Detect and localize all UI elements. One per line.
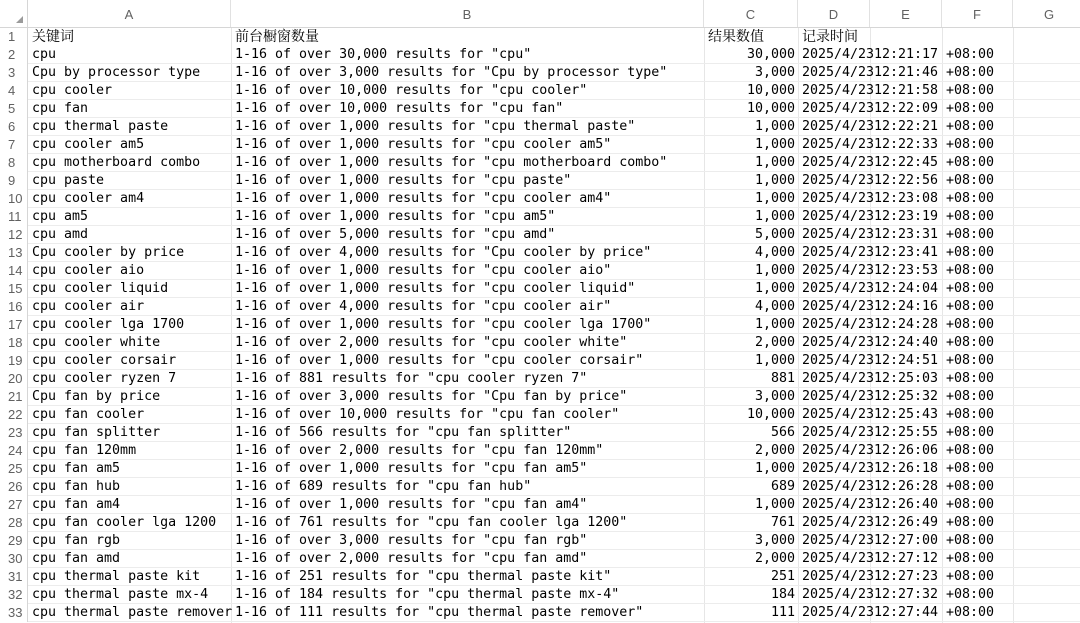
cell-time[interactable]: 12:27:12: [874, 551, 939, 566]
table-row: [0, 100, 1080, 118]
cell-storefront-text[interactable]: 1-16 of over 5,000 results for "cpu amd": [235, 227, 556, 242]
cell-result-value[interactable]: 1,000: [754, 119, 795, 134]
row-number[interactable]: 17: [0, 316, 28, 334]
table-row: [0, 244, 1080, 262]
row-number[interactable]: 23: [0, 424, 28, 442]
cell-result-value[interactable]: 1,000: [754, 353, 795, 368]
cell-header-result-value[interactable]: 结果数值: [708, 29, 764, 45]
cell-time[interactable]: 12:24:40: [874, 335, 939, 350]
row-number[interactable]: 26: [0, 478, 28, 496]
cell-storefront-text[interactable]: 1-16 of over 2,000 results for "cpu fan 120mm": [235, 443, 604, 458]
cell-time[interactable]: 12:23:19: [874, 209, 939, 224]
cell-keyword[interactable]: cpu cooler: [32, 83, 113, 98]
cell-time[interactable]: 12:27:44: [874, 605, 939, 620]
cell-keyword[interactable]: cpu thermal paste remover: [32, 605, 233, 620]
cell-header-storefront-count[interactable]: 前台橱窗数量: [235, 29, 319, 45]
cell-keyword[interactable]: cpu am5: [32, 209, 89, 224]
cell-date[interactable]: 2025/4/23: [802, 299, 875, 314]
cell-storefront-text[interactable]: 1-16 of over 3,000 results for "cpu fan rgb": [235, 533, 588, 548]
cell-storefront-text[interactable]: 1-16 of over 1,000 results for "cpu cooler corsair": [235, 353, 644, 368]
cell-timezone[interactable]: +08:00: [946, 317, 995, 332]
table-row: [0, 46, 1080, 64]
cell-timezone[interactable]: +08:00: [946, 227, 995, 242]
table-row: [0, 424, 1080, 442]
cell-date[interactable]: 2025/4/23: [802, 353, 875, 368]
cell-storefront-text[interactable]: 1-16 of 761 results for "cpu fan cooler lga 1200": [235, 515, 628, 530]
cell-timezone[interactable]: +08:00: [946, 335, 995, 350]
cell-storefront-text[interactable]: 1-16 of 689 results for "cpu fan hub": [235, 479, 532, 494]
cell-timezone[interactable]: +08:00: [946, 47, 995, 62]
cell-date[interactable]: 2025/4/23: [802, 65, 875, 80]
cell-keyword[interactable]: cpu cooler am4: [32, 191, 145, 206]
column-header-e[interactable]: E: [870, 0, 942, 27]
cell-result-value[interactable]: 2,000: [754, 551, 795, 566]
cell-time[interactable]: 12:23:08: [874, 191, 939, 206]
cell-storefront-text[interactable]: 1-16 of over 1,000 results for "cpu paste": [235, 173, 572, 188]
cell-storefront-text[interactable]: 1-16 of over 10,000 results for "cpu cooler": [235, 83, 588, 98]
cell-date[interactable]: 2025/4/23: [802, 173, 875, 188]
cell-timezone[interactable]: +08:00: [946, 587, 995, 602]
cell-storefront-text[interactable]: 1-16 of 881 results for "cpu cooler ryzen 7": [235, 371, 588, 386]
table-row: [0, 586, 1080, 604]
cell-result-value[interactable]: 1,000: [754, 173, 795, 188]
table-row: [0, 298, 1080, 316]
cell-keyword[interactable]: cpu paste: [32, 173, 105, 188]
cell-date[interactable]: 2025/4/23: [802, 515, 875, 530]
table-row: [0, 604, 1080, 622]
table-row: [0, 442, 1080, 460]
cell-result-value[interactable]: 4,000: [754, 245, 795, 260]
table-row-header: [0, 28, 1080, 46]
cell-storefront-text[interactable]: 1-16 of over 1,000 results for "cpu cooler liquid": [235, 281, 636, 296]
row-number[interactable]: 32: [0, 586, 28, 604]
column-header-bar: [0, 0, 1080, 28]
row-number[interactable]: 28: [0, 514, 28, 532]
cell-time[interactable]: 12:26:49: [874, 515, 939, 530]
cell-timezone[interactable]: +08:00: [946, 299, 995, 314]
cell-timezone[interactable]: +08:00: [946, 173, 995, 188]
row-number[interactable]: 22: [0, 406, 28, 424]
row-number[interactable]: 13: [0, 244, 28, 262]
cell-date[interactable]: 2025/4/23: [802, 335, 875, 350]
cell-storefront-text[interactable]: 1-16 of over 3,000 results for "Cpu fan by price": [235, 389, 628, 404]
select-all-corner[interactable]: [0, 0, 28, 27]
row-number[interactable]: 12: [0, 226, 28, 244]
cell-date[interactable]: 2025/4/23: [802, 407, 875, 422]
cell-date[interactable]: 2025/4/23: [802, 425, 875, 440]
row-number[interactable]: 2: [0, 46, 28, 64]
cell-keyword[interactable]: cpu fan hub: [32, 479, 121, 494]
table-row: [0, 334, 1080, 352]
row-number[interactable]: 16: [0, 298, 28, 316]
cell-date[interactable]: 2025/4/23: [802, 281, 875, 296]
table-row: [0, 460, 1080, 478]
cell-timezone[interactable]: +08:00: [946, 83, 995, 98]
cell-time[interactable]: 12:26:28: [874, 479, 939, 494]
cell-time[interactable]: 12:25:03: [874, 371, 939, 386]
cell-timezone[interactable]: +08:00: [946, 461, 995, 476]
row-number[interactable]: 9: [0, 172, 28, 190]
table-row: [0, 406, 1080, 424]
cell-timezone[interactable]: +08:00: [946, 515, 995, 530]
cell-result-value[interactable]: 4,000: [754, 299, 795, 314]
row-number[interactable]: 8: [0, 154, 28, 172]
cell-timezone[interactable]: +08:00: [946, 479, 995, 494]
cell-result-value[interactable]: 184: [770, 587, 795, 602]
cell-result-value[interactable]: 3,000: [754, 533, 795, 548]
row-number[interactable]: 3: [0, 64, 28, 82]
cell-storefront-text[interactable]: 1-16 of over 2,000 results for "cpu cooler white": [235, 335, 628, 350]
cell-timezone[interactable]: +08:00: [946, 569, 995, 584]
cell-date[interactable]: 2025/4/23: [802, 101, 875, 116]
cell-time[interactable]: 12:26:06: [874, 443, 939, 458]
cell-result-value[interactable]: 1,000: [754, 191, 795, 206]
cell-keyword[interactable]: cpu fan rgb: [32, 533, 121, 548]
cell-header-keyword[interactable]: 关键词: [32, 29, 74, 45]
cell-date[interactable]: 2025/4/23: [802, 119, 875, 134]
cell-time[interactable]: 12:22:45: [874, 155, 939, 170]
table-row: [0, 496, 1080, 514]
cell-date[interactable]: 2025/4/23: [802, 137, 875, 152]
cell-date[interactable]: 2025/4/23: [802, 245, 875, 260]
cell-time[interactable]: 12:26:18: [874, 461, 939, 476]
cell-time[interactable]: 12:21:17: [874, 47, 939, 62]
cell-timezone[interactable]: +08:00: [946, 191, 995, 206]
cell-timezone[interactable]: +08:00: [946, 425, 995, 440]
cell-result-value[interactable]: 1,000: [754, 263, 795, 278]
table-row: [0, 118, 1080, 136]
cell-keyword[interactable]: cpu cooler air: [32, 299, 145, 314]
row-number[interactable]: 33: [0, 604, 28, 622]
cell-timezone[interactable]: +08:00: [946, 281, 995, 296]
row-number[interactable]: 24: [0, 442, 28, 460]
cell-result-value[interactable]: 251: [770, 569, 795, 584]
cell-date[interactable]: 2025/4/23: [802, 47, 875, 62]
row-number[interactable]: 11: [0, 208, 28, 226]
row-number[interactable]: 29: [0, 532, 28, 550]
cell-date[interactable]: 2025/4/23: [802, 569, 875, 584]
table-row: [0, 136, 1080, 154]
cell-timezone[interactable]: +08:00: [946, 389, 995, 404]
column-header-d[interactable]: D: [798, 0, 870, 27]
cell-header-record-time[interactable]: 记录时间: [802, 29, 858, 45]
cell-time[interactable]: 12:24:51: [874, 353, 939, 368]
cell-keyword[interactable]: cpu fan cooler lga 1200: [32, 515, 217, 530]
cell-timezone[interactable]: +08:00: [946, 209, 995, 224]
table-row: [0, 64, 1080, 82]
cell-date[interactable]: 2025/4/23: [802, 587, 875, 602]
cell-date[interactable]: 2025/4/23: [802, 227, 875, 242]
cell-storefront-text[interactable]: 1-16 of over 30,000 results for "cpu": [235, 47, 532, 62]
table-row: [0, 370, 1080, 388]
cell-result-value[interactable]: 3,000: [754, 65, 795, 80]
row-number[interactable]: 7: [0, 136, 28, 154]
cell-storefront-text[interactable]: 1-16 of 184 results for "cpu thermal paste mx-4": [235, 587, 620, 602]
cell-keyword[interactable]: cpu cooler am5: [32, 137, 145, 152]
cell-timezone[interactable]: +08:00: [946, 65, 995, 80]
cell-date[interactable]: 2025/4/23: [802, 191, 875, 206]
cell-timezone[interactable]: +08:00: [946, 245, 995, 260]
column-header-b[interactable]: B: [231, 0, 704, 27]
cell-storefront-text[interactable]: 1-16 of 566 results for "cpu fan splitter": [235, 425, 572, 440]
column-header-a[interactable]: A: [28, 0, 231, 27]
cell-timezone[interactable]: +08:00: [946, 533, 995, 548]
cell-result-value[interactable]: 566: [770, 425, 795, 440]
cell-storefront-text[interactable]: 1-16 of over 4,000 results for "cpu cooler air": [235, 299, 612, 314]
column-header-g[interactable]: G: [1043, 7, 1055, 22]
cell-keyword[interactable]: cpu cooler white: [32, 335, 161, 350]
cell-storefront-text[interactable]: 1-16 of over 1,000 results for "cpu cooler am5": [235, 137, 612, 152]
cell-time[interactable]: 12:23:41: [874, 245, 939, 260]
cell-time[interactable]: 12:21:46: [874, 65, 939, 80]
table-row: [0, 82, 1080, 100]
cell-storefront-text[interactable]: 1-16 of over 1,000 results for "cpu thermal paste": [235, 119, 636, 134]
cell-storefront-text[interactable]: 1-16 of 251 results for "cpu thermal paste kit": [235, 569, 612, 584]
cell-timezone[interactable]: +08:00: [946, 407, 995, 422]
table-row: [0, 280, 1080, 298]
row-number[interactable]: 18: [0, 334, 28, 352]
cell-storefront-text[interactable]: 1-16 of over 1,000 results for "cpu motherboard combo": [235, 155, 668, 170]
cell-keyword[interactable]: cpu cooler liquid: [32, 281, 169, 296]
cell-keyword[interactable]: cpu fan amd: [32, 551, 121, 566]
cell-time[interactable]: 12:24:16: [874, 299, 939, 314]
cell-storefront-text[interactable]: 1-16 of over 1,000 results for "cpu cooler am4": [235, 191, 612, 206]
cell-timezone[interactable]: +08:00: [946, 353, 995, 368]
cell-time[interactable]: 12:24:28: [874, 317, 939, 332]
cell-storefront-text[interactable]: 1-16 of over 10,000 results for "cpu fan cooler": [235, 407, 620, 422]
cell-date[interactable]: 2025/4/23: [802, 317, 875, 332]
cell-time[interactable]: 12:26:40: [874, 497, 939, 512]
cell-keyword[interactable]: cpu amd: [32, 227, 89, 242]
row-number[interactable]: 1: [0, 28, 28, 46]
table-row: [0, 388, 1080, 406]
cell-keyword[interactable]: cpu thermal paste: [32, 119, 169, 134]
table-row: [0, 316, 1080, 334]
cell-keyword[interactable]: cpu motherboard combo: [32, 155, 201, 170]
row-number[interactable]: 27: [0, 496, 28, 514]
cell-result-value[interactable]: 1,000: [754, 137, 795, 152]
row-number[interactable]: 30: [0, 550, 28, 568]
cell-time[interactable]: 12:27:32: [874, 587, 939, 602]
cell-result-value[interactable]: 10,000: [746, 83, 795, 98]
cell-date[interactable]: 2025/4/23: [802, 83, 875, 98]
table-row: [0, 478, 1080, 496]
cell-keyword[interactable]: cpu cooler aio: [32, 263, 145, 278]
row-number[interactable]: 15: [0, 280, 28, 298]
cell-storefront-text[interactable]: 1-16 of over 1,000 results for "cpu cooler lga 1700": [235, 317, 652, 332]
cell-storefront-text[interactable]: 1-16 of over 1,000 results for "cpu fan am5": [235, 461, 588, 476]
cell-date[interactable]: 2025/4/23: [802, 371, 875, 386]
cell-keyword[interactable]: cpu cooler lga 1700: [32, 317, 185, 332]
cell-timezone[interactable]: +08:00: [946, 551, 995, 566]
cell-time[interactable]: 12:22:21: [874, 119, 939, 134]
cell-result-value[interactable]: 2,000: [754, 443, 795, 458]
cell-time[interactable]: 12:25:43: [874, 407, 939, 422]
cell-result-value[interactable]: 5,000: [754, 227, 795, 242]
cell-storefront-text[interactable]: 1-16 of over 1,000 results for "cpu fan am4": [235, 497, 588, 512]
row-number[interactable]: 4: [0, 82, 28, 100]
row-number[interactable]: 20: [0, 370, 28, 388]
cell-time[interactable]: 12:22:33: [874, 137, 939, 152]
cell-time[interactable]: 12:24:04: [874, 281, 939, 296]
cell-timezone[interactable]: +08:00: [946, 263, 995, 278]
table-row: [0, 532, 1080, 550]
cell-keyword[interactable]: cpu cooler ryzen 7: [32, 371, 177, 386]
cell-timezone[interactable]: +08:00: [946, 137, 995, 152]
cell-date[interactable]: 2025/4/23: [802, 443, 875, 458]
cell-timezone[interactable]: +08:00: [946, 605, 995, 620]
cell-time[interactable]: 12:22:09: [874, 101, 939, 116]
cell-result-value[interactable]: 1,000: [754, 209, 795, 224]
column-header-f[interactable]: F: [942, 0, 1013, 27]
cell-result-value[interactable]: 111: [770, 605, 795, 620]
cell-date[interactable]: 2025/4/23: [802, 497, 875, 512]
table-row: [0, 172, 1080, 190]
cell-timezone[interactable]: +08:00: [946, 497, 995, 512]
table-row: [0, 154, 1080, 172]
cell-result-value[interactable]: 1,000: [754, 281, 795, 296]
cell-storefront-text[interactable]: 1-16 of over 2,000 results for "cpu fan amd": [235, 551, 588, 566]
cell-result-value[interactable]: 1,000: [754, 317, 795, 332]
cell-keyword[interactable]: cpu thermal paste mx-4: [32, 587, 209, 602]
cell-keyword[interactable]: cpu fan am5: [32, 461, 121, 476]
row-number[interactable]: 19: [0, 352, 28, 370]
cell-result-value[interactable]: 30,000: [746, 47, 795, 62]
cell-timezone[interactable]: +08:00: [946, 371, 995, 386]
cell-keyword[interactable]: cpu fan: [32, 101, 89, 116]
cell-date[interactable]: 2025/4/23: [802, 263, 875, 278]
cell-keyword[interactable]: cpu: [32, 47, 57, 62]
cell-date[interactable]: 2025/4/23: [802, 209, 875, 224]
table-row: [0, 550, 1080, 568]
table-row: [0, 568, 1080, 586]
cell-timezone[interactable]: +08:00: [946, 101, 995, 116]
cell-keyword[interactable]: cpu fan splitter: [32, 425, 161, 440]
cell-keyword[interactable]: cpu fan am4: [32, 497, 121, 512]
cell-time[interactable]: 12:25:55: [874, 425, 939, 440]
cell-timezone[interactable]: +08:00: [946, 155, 995, 170]
cell-result-value[interactable]: 2,000: [754, 335, 795, 350]
cell-date[interactable]: 2025/4/23: [802, 479, 875, 494]
cell-keyword[interactable]: Cpu by processor type: [32, 65, 201, 80]
cell-date[interactable]: 2025/4/23: [802, 461, 875, 476]
cell-time[interactable]: 12:27:00: [874, 533, 939, 548]
cell-result-value[interactable]: 1,000: [754, 461, 795, 476]
cell-date[interactable]: 2025/4/23: [802, 551, 875, 566]
cell-time[interactable]: 12:23:31: [874, 227, 939, 242]
cell-storefront-text[interactable]: 1-16 of over 4,000 results for "Cpu cooler by price": [235, 245, 652, 260]
grid-line: [28, 621, 1080, 622]
cell-result-value[interactable]: 689: [770, 479, 795, 494]
cell-result-value[interactable]: 10,000: [746, 407, 795, 422]
table-row: [0, 190, 1080, 208]
cell-storefront-text[interactable]: 1-16 of over 1,000 results for "cpu am5": [235, 209, 556, 224]
cell-time[interactable]: 12:21:58: [874, 83, 939, 98]
cell-result-value[interactable]: 1,000: [754, 497, 795, 512]
cell-timezone[interactable]: +08:00: [946, 119, 995, 134]
row-number[interactable]: 14: [0, 262, 28, 280]
cell-keyword[interactable]: cpu fan cooler: [32, 407, 145, 422]
cell-storefront-text[interactable]: 1-16 of over 10,000 results for "cpu fan": [235, 101, 564, 116]
cell-result-value[interactable]: 1,000: [754, 155, 795, 170]
cell-time[interactable]: 12:23:53: [874, 263, 939, 278]
cell-time[interactable]: 12:22:56: [874, 173, 939, 188]
cell-result-value[interactable]: 10,000: [746, 101, 795, 116]
cell-time[interactable]: 12:25:32: [874, 389, 939, 404]
cell-result-value[interactable]: 881: [770, 371, 795, 386]
cell-result-value[interactable]: 3,000: [754, 389, 795, 404]
table-row: [0, 514, 1080, 532]
row-number[interactable]: 10: [0, 190, 28, 208]
cell-result-value[interactable]: 761: [770, 515, 795, 530]
row-number[interactable]: 5: [0, 100, 28, 118]
cell-storefront-text[interactable]: 1-16 of over 3,000 results for "Cpu by processor type": [235, 65, 668, 80]
cell-time[interactable]: 12:27:23: [874, 569, 939, 584]
cell-keyword[interactable]: cpu fan 120mm: [32, 443, 137, 458]
column-header-c[interactable]: C: [704, 0, 798, 27]
cell-date[interactable]: 2025/4/23: [802, 533, 875, 548]
cell-date[interactable]: 2025/4/23: [802, 389, 875, 404]
row-number[interactable]: 6: [0, 118, 28, 136]
cell-storefront-text[interactable]: 1-16 of over 1,000 results for "cpu cooler aio": [235, 263, 612, 278]
cell-keyword[interactable]: Cpu fan by price: [32, 389, 161, 404]
select-all-triangle-icon: [16, 16, 23, 23]
table-row: [0, 208, 1080, 226]
cell-storefront-text[interactable]: 1-16 of 111 results for "cpu thermal paste remover": [235, 605, 644, 620]
cell-date[interactable]: 2025/4/23: [802, 605, 875, 620]
row-number[interactable]: 25: [0, 460, 28, 478]
cell-keyword[interactable]: cpu cooler corsair: [32, 353, 177, 368]
row-number[interactable]: 21: [0, 388, 28, 406]
cell-keyword[interactable]: Cpu cooler by price: [32, 245, 185, 260]
table-row: [0, 262, 1080, 280]
cell-date[interactable]: 2025/4/23: [802, 155, 875, 170]
row-number[interactable]: 31: [0, 568, 28, 586]
table-row: [0, 352, 1080, 370]
cell-keyword[interactable]: cpu thermal paste kit: [32, 569, 201, 584]
cell-timezone[interactable]: +08:00: [946, 443, 995, 458]
table-row: [0, 226, 1080, 244]
